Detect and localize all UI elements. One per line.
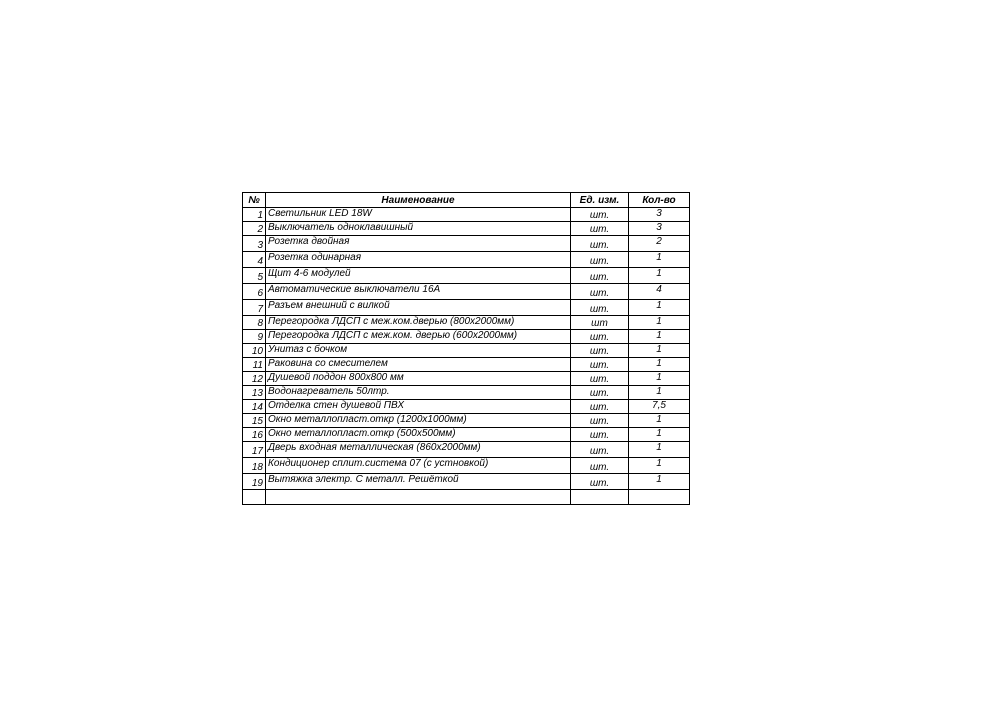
row-unit: шт. xyxy=(571,222,629,236)
table-row xyxy=(243,208,690,222)
row-unit: шт. xyxy=(571,400,629,414)
table-row xyxy=(243,428,690,442)
empty-cell xyxy=(629,490,690,505)
table-header-row xyxy=(243,193,690,208)
row-number: 16 xyxy=(243,428,266,442)
row-name: Перегородка ЛДСП с меж.ком. дверью (600х2000мм) xyxy=(266,330,571,344)
table-body xyxy=(243,208,690,505)
table-row xyxy=(243,414,690,428)
table-row xyxy=(243,372,690,386)
table-row xyxy=(243,386,690,400)
row-number: 1 xyxy=(243,208,266,222)
row-quantity: 1 xyxy=(629,414,690,428)
row-quantity: 1 xyxy=(629,442,690,458)
row-number: 11 xyxy=(243,358,266,372)
row-unit: шт. xyxy=(571,330,629,344)
row-number: 2 xyxy=(243,222,266,236)
row-number: 8 xyxy=(243,316,266,330)
row-number: 12 xyxy=(243,372,266,386)
table-row xyxy=(243,358,690,372)
row-unit: шт. xyxy=(571,428,629,442)
row-number: 18 xyxy=(243,458,266,474)
row-quantity: 2 xyxy=(629,236,690,252)
row-name: Выключатель одноклавишный xyxy=(266,222,571,236)
row-unit: шт. xyxy=(571,458,629,474)
header-name: Наименование xyxy=(266,193,571,208)
row-number: 6 xyxy=(243,284,266,300)
row-quantity: 7,5 xyxy=(629,400,690,414)
row-name: Автоматические выключатели 16А xyxy=(266,284,571,300)
row-unit: шт. xyxy=(571,284,629,300)
header-unit: Ед. изм. xyxy=(571,193,629,208)
row-name: Вытяжка электр. С металл. Решёткой xyxy=(266,474,571,490)
row-quantity: 1 xyxy=(629,330,690,344)
table-row xyxy=(243,252,690,268)
row-name: Перегородка ЛДСП с меж.ком.дверью (800х2000мм) xyxy=(266,316,571,330)
table-row xyxy=(243,222,690,236)
row-unit: шт. xyxy=(571,208,629,222)
empty-cell xyxy=(571,490,629,505)
row-unit: шт. xyxy=(571,358,629,372)
row-name: Душевой поддон 800х800 мм xyxy=(266,372,571,386)
row-unit: шт. xyxy=(571,414,629,428)
table-row xyxy=(243,442,690,458)
table-row xyxy=(243,268,690,284)
table-row xyxy=(243,330,690,344)
header-number: № xyxy=(243,193,266,208)
row-name: Водонагреватель 50лтр. xyxy=(266,386,571,400)
row-number: 9 xyxy=(243,330,266,344)
specification-sheet xyxy=(242,192,689,505)
table-row-empty xyxy=(243,490,690,505)
row-quantity: 1 xyxy=(629,458,690,474)
row-number: 7 xyxy=(243,300,266,316)
row-quantity: 3 xyxy=(629,208,690,222)
row-quantity: 1 xyxy=(629,372,690,386)
row-name: Отделка стен душевой ПВХ xyxy=(266,400,571,414)
row-number: 13 xyxy=(243,386,266,400)
row-unit: шт. xyxy=(571,474,629,490)
row-name: Розетка одинарная xyxy=(266,252,571,268)
row-name: Розетка двойная xyxy=(266,236,571,252)
row-quantity: 1 xyxy=(629,344,690,358)
row-number: 19 xyxy=(243,474,266,490)
row-number: 5 xyxy=(243,268,266,284)
row-unit: шт. xyxy=(571,236,629,252)
row-quantity: 1 xyxy=(629,252,690,268)
row-unit: шт. xyxy=(571,442,629,458)
empty-cell xyxy=(243,490,266,505)
table-row xyxy=(243,400,690,414)
row-number: 10 xyxy=(243,344,266,358)
table-row xyxy=(243,236,690,252)
row-number: 3 xyxy=(243,236,266,252)
row-name: Унитаз с бочком xyxy=(266,344,571,358)
row-name: Дверь входная металлическая (860х2000мм) xyxy=(266,442,571,458)
row-name: Щит 4-6 модулей xyxy=(266,268,571,284)
row-quantity: 4 xyxy=(629,284,690,300)
row-unit: шт. xyxy=(571,268,629,284)
row-unit: шт. xyxy=(571,386,629,400)
table-row xyxy=(243,284,690,300)
row-quantity: 1 xyxy=(629,268,690,284)
row-quantity: 1 xyxy=(629,316,690,330)
row-name: Светильник LED 18W xyxy=(266,208,571,222)
specification-table xyxy=(242,192,690,505)
row-quantity: 1 xyxy=(629,300,690,316)
row-quantity: 1 xyxy=(629,428,690,442)
row-name: Окно металлопласт.откр (1200х1000мм) xyxy=(266,414,571,428)
row-quantity: 1 xyxy=(629,358,690,372)
table-row xyxy=(243,316,690,330)
row-name: Окно металлопласт.откр (500х500мм) xyxy=(266,428,571,442)
row-number: 4 xyxy=(243,252,266,268)
table-row xyxy=(243,300,690,316)
row-name: Разъем внешний с вилкой xyxy=(266,300,571,316)
row-unit: шт. xyxy=(571,344,629,358)
row-unit: шт. xyxy=(571,372,629,386)
row-unit: шт xyxy=(571,316,629,330)
row-number: 17 xyxy=(243,442,266,458)
row-number: 14 xyxy=(243,400,266,414)
table-row xyxy=(243,458,690,474)
table-row xyxy=(243,474,690,490)
row-unit: шт. xyxy=(571,252,629,268)
row-name: Раковина со смесителем xyxy=(266,358,571,372)
row-name: Кондиционер сплит.система 07 (с устновкой) xyxy=(266,458,571,474)
row-quantity: 3 xyxy=(629,222,690,236)
row-number: 15 xyxy=(243,414,266,428)
empty-cell xyxy=(266,490,571,505)
row-quantity: 1 xyxy=(629,474,690,490)
row-unit: шт. xyxy=(571,300,629,316)
header-quantity: Кол-во xyxy=(629,193,690,208)
table-row xyxy=(243,344,690,358)
row-quantity: 1 xyxy=(629,386,690,400)
